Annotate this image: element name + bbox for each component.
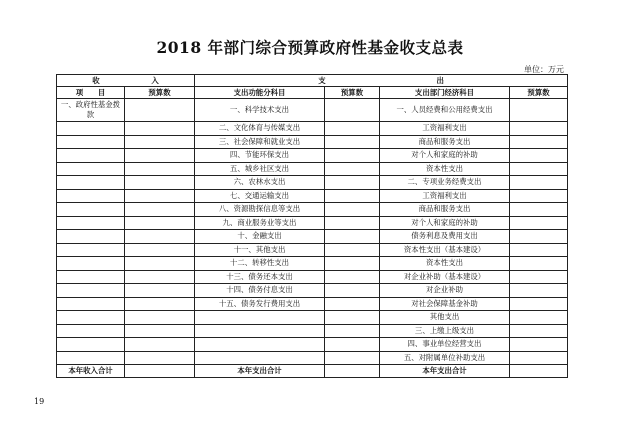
- col-budget3-header: 预算数: [510, 87, 568, 99]
- table-row: [57, 122, 568, 136]
- table-row: [57, 351, 568, 365]
- econ-cell: 其他支出: [380, 311, 510, 325]
- func-cell: 六、农林水支出: [195, 176, 325, 190]
- item-cell: [57, 270, 125, 284]
- econ-cell: 对个人和家庭的补助: [380, 149, 510, 163]
- table-row: [57, 257, 568, 271]
- budget-cell: [125, 284, 195, 298]
- col-budget2-header: 预算数: [325, 87, 380, 99]
- budget-cell: [125, 311, 195, 325]
- budget2-cell: [325, 284, 380, 298]
- total-income-label: 本年收入合计: [57, 365, 125, 378]
- budget2-cell: [325, 297, 380, 311]
- econ-cell: 资本性支出（基本建设）: [380, 243, 510, 257]
- budget3-cell: [510, 243, 568, 257]
- budget3-cell: [510, 297, 568, 311]
- func-cell: 七、交通运输支出: [195, 189, 325, 203]
- table-row: [57, 99, 568, 122]
- budget2-cell: [325, 257, 380, 271]
- budget-cell: [125, 297, 195, 311]
- func-cell: [195, 311, 325, 325]
- page-number: 19: [34, 397, 45, 406]
- total-econ-label: 本年支出合计: [380, 365, 510, 378]
- budget-cell: [125, 270, 195, 284]
- budget3-cell: [510, 203, 568, 217]
- econ-cell: 对企业补助: [380, 284, 510, 298]
- budget-cell: [125, 149, 195, 163]
- budget3-cell: [510, 162, 568, 176]
- total-func-label: 本年支出合计: [195, 365, 325, 378]
- func-cell: 四、节能环保支出: [195, 149, 325, 163]
- budget2-cell: [325, 243, 380, 257]
- header-expense: 支 出: [195, 75, 568, 87]
- econ-cell: 债务利息及费用支出: [380, 230, 510, 244]
- econ-cell: 商品和服务支出: [380, 203, 510, 217]
- func-cell: 五、城乡社区支出: [195, 162, 325, 176]
- func-cell: 十一、其他支出: [195, 243, 325, 257]
- func-cell: 十三、债务还本支出: [195, 270, 325, 284]
- func-cell: 十四、债务付息支出: [195, 284, 325, 298]
- header-income: 收 入: [57, 75, 195, 87]
- budget2-cell: [325, 324, 380, 338]
- econ-cell: 对社会保障基金补助: [380, 297, 510, 311]
- budget-cell: [125, 230, 195, 244]
- budget-cell: [125, 216, 195, 230]
- budget2-cell: [325, 176, 380, 190]
- budget3-cell: [510, 270, 568, 284]
- func-cell: 十二、转移性支出: [195, 257, 325, 271]
- col-func-header: 支出功能分科目: [195, 87, 325, 99]
- func-cell: 九、商业服务业等支出: [195, 216, 325, 230]
- item-cell: [57, 189, 125, 203]
- col-item-header: 项 目: [57, 87, 125, 99]
- econ-cell: 四、事业单位经营支出: [380, 338, 510, 352]
- item-cell: [57, 243, 125, 257]
- budget-cell: [125, 99, 195, 122]
- econ-cell: 三、上缴上级支出: [380, 324, 510, 338]
- item-cell: [57, 203, 125, 217]
- budget-table: [56, 74, 568, 378]
- budget3-cell: [510, 216, 568, 230]
- econ-cell: 资本性支出: [380, 257, 510, 271]
- func-cell: 二、文化体育与传媒支出: [195, 122, 325, 136]
- item-cell: [57, 230, 125, 244]
- budget-cell: [125, 243, 195, 257]
- item-cell: [57, 135, 125, 149]
- econ-cell: 二、专项业务经费支出: [380, 176, 510, 190]
- econ-cell: 对个人和家庭的补助: [380, 216, 510, 230]
- budget2-cell: [325, 216, 380, 230]
- budget3-cell: [510, 135, 568, 149]
- table-row: [57, 297, 568, 311]
- budget3-cell: [510, 324, 568, 338]
- budget2-cell: [325, 338, 380, 352]
- table-row: [57, 338, 568, 352]
- item-cell: [57, 297, 125, 311]
- budget-cell: [125, 351, 195, 365]
- func-cell: 一、科学技术支出: [195, 99, 325, 122]
- budget3-cell: [510, 176, 568, 190]
- econ-cell: 资本性支出: [380, 162, 510, 176]
- budget-cell: [125, 122, 195, 136]
- budget3-cell: [510, 99, 568, 122]
- budget-cell: [125, 324, 195, 338]
- budget2-cell: [325, 122, 380, 136]
- item-cell: [57, 176, 125, 190]
- table-row: [57, 203, 568, 217]
- page-title: 2018 年部门综合预算政府性基金收支总表: [156, 38, 464, 57]
- table-row: [57, 324, 568, 338]
- table-row: [57, 311, 568, 325]
- econ-cell: 工资福利支出: [380, 122, 510, 136]
- item-cell: [57, 122, 125, 136]
- budget2-cell: [325, 203, 380, 217]
- table-row: [57, 176, 568, 190]
- econ-cell: 五、对附属单位补助支出: [380, 351, 510, 365]
- header-row-columns: [57, 87, 568, 99]
- total-income-value: [125, 365, 195, 378]
- func-cell: 三、社会保障和就业支出: [195, 135, 325, 149]
- func-cell: [195, 351, 325, 365]
- budget2-cell: [325, 135, 380, 149]
- budget-cell: [125, 203, 195, 217]
- table-row: [57, 135, 568, 149]
- total-econ-value: [510, 365, 568, 378]
- budget3-cell: [510, 230, 568, 244]
- budget2-cell: [325, 149, 380, 163]
- budget2-cell: [325, 311, 380, 325]
- budget3-cell: [510, 189, 568, 203]
- budget3-cell: [510, 149, 568, 163]
- item-cell: [57, 162, 125, 176]
- table-row: [57, 284, 568, 298]
- table-row: [57, 162, 568, 176]
- table-row: [57, 230, 568, 244]
- budget2-cell: [325, 270, 380, 284]
- budget2-cell: [325, 230, 380, 244]
- header-row-top: [57, 75, 568, 87]
- econ-cell: 一、人员经费和公用经费支出: [380, 99, 510, 122]
- unit-label: 单位：万元: [524, 65, 564, 74]
- budget-cell: [125, 257, 195, 271]
- budget2-cell: [325, 162, 380, 176]
- budget3-cell: [510, 284, 568, 298]
- item-cell: [57, 257, 125, 271]
- budget2-cell: [325, 351, 380, 365]
- table-row: [57, 149, 568, 163]
- budget2-cell: [325, 99, 380, 122]
- total-func-value: [325, 365, 380, 378]
- item-cell: [57, 324, 125, 338]
- budget3-cell: [510, 311, 568, 325]
- func-cell: 十五、债务发行费用支出: [195, 297, 325, 311]
- table-row: [57, 243, 568, 257]
- item-cell: 一、政府性基金拨款: [57, 99, 125, 122]
- budget3-cell: [510, 257, 568, 271]
- econ-cell: 工资福利支出: [380, 189, 510, 203]
- budget-cell: [125, 135, 195, 149]
- econ-cell: 对企业补助（基本建设）: [380, 270, 510, 284]
- item-cell: [57, 338, 125, 352]
- econ-cell: 商品和服务支出: [380, 135, 510, 149]
- budget3-cell: [510, 351, 568, 365]
- item-cell: [57, 351, 125, 365]
- table-row: [57, 189, 568, 203]
- budget-cell: [125, 176, 195, 190]
- budget3-cell: [510, 122, 568, 136]
- table-row: [57, 216, 568, 230]
- table-row: [57, 270, 568, 284]
- col-budget-header: 预算数: [125, 87, 195, 99]
- func-cell: [195, 338, 325, 352]
- budget-cell: [125, 162, 195, 176]
- budget2-cell: [325, 189, 380, 203]
- func-cell: 八、资源勘探信息等支出: [195, 203, 325, 217]
- budget-cell: [125, 338, 195, 352]
- item-cell: [57, 311, 125, 325]
- func-cell: [195, 324, 325, 338]
- budget3-cell: [510, 338, 568, 352]
- item-cell: [57, 149, 125, 163]
- item-cell: [57, 216, 125, 230]
- budget-cell: [125, 189, 195, 203]
- col-econ-header: 支出部门经济科目: [380, 87, 510, 99]
- item-cell: [57, 284, 125, 298]
- totals-row: [57, 365, 568, 378]
- func-cell: 十、金融支出: [195, 230, 325, 244]
